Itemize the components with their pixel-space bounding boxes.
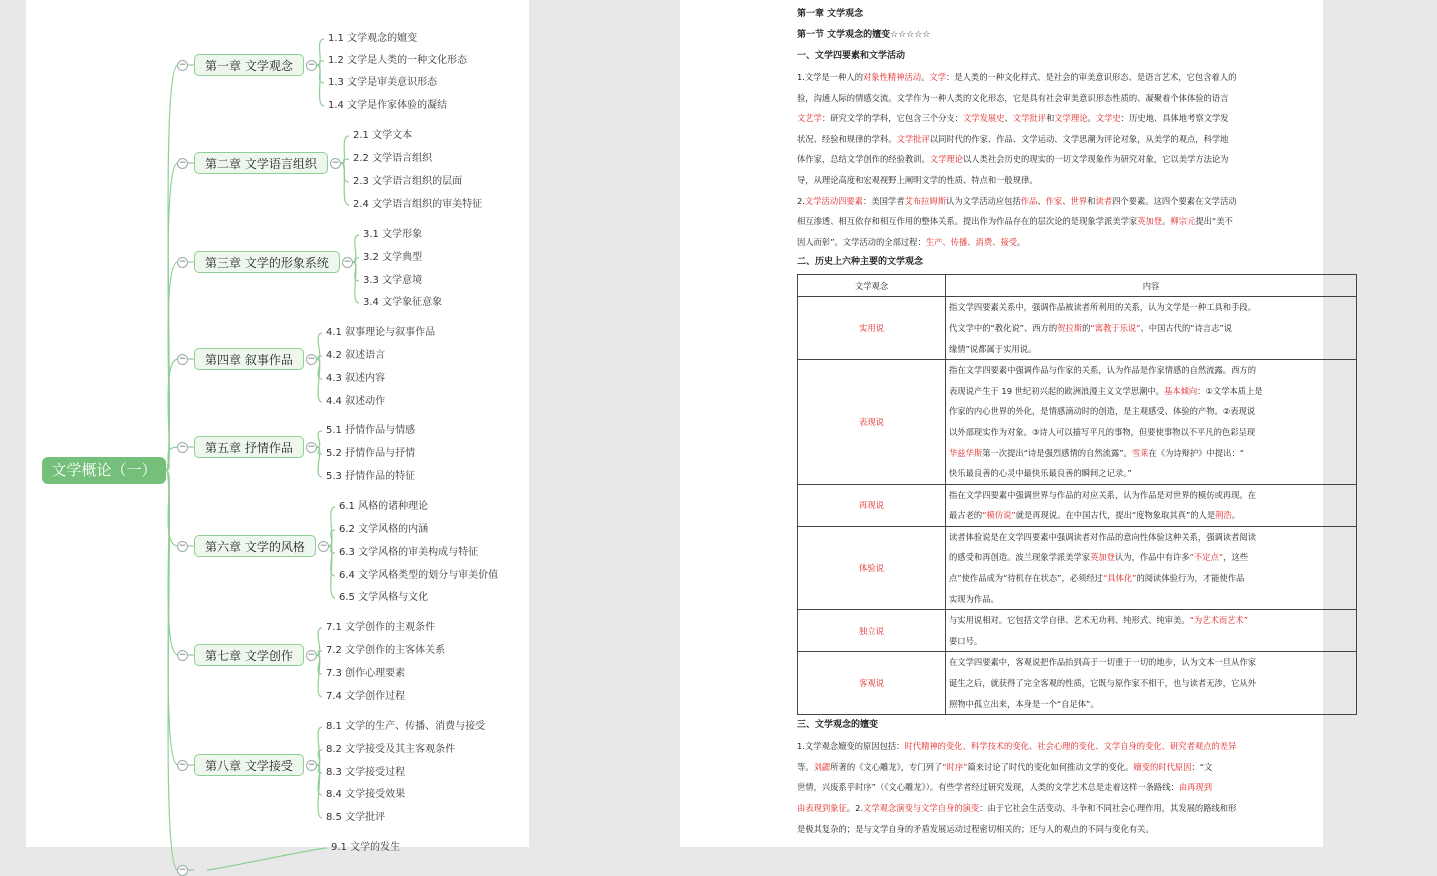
- concept-content-cell: [946, 610, 1357, 652]
- highlighted-term: “具体化”: [1102, 573, 1137, 584]
- text-run: 导，从理论高度和宏观视野上阐明文学的性质、特点和一般规律。: [797, 174, 1038, 185]
- text-run: 照物中孤立出来，本身是一个“自足体”。: [949, 698, 1099, 709]
- text-run: 指文学四要素关系中，强调作品被读者所利用的关系，认为文学是一种工具和手段。: [949, 302, 1256, 313]
- text-run: 以同时代的作家、作品、文学运动、文学思潮为评论对象，从美学的观点，科学地: [929, 133, 1229, 144]
- section-label[interactable]: 1.4 文学是作家体验的凝结: [328, 100, 448, 111]
- concept-content-cell: [946, 526, 1357, 609]
- text-line: [949, 443, 1353, 464]
- section-label[interactable]: 7.2 文学创作的主客体关系: [326, 645, 446, 656]
- section-label[interactable]: 2.3 文学语言组织的层面: [353, 176, 463, 187]
- text-run: 要口号。: [949, 635, 983, 646]
- text-run: 缘情”说都属于实用说。: [949, 343, 1037, 354]
- text-line: [949, 631, 1353, 652]
- collapse-toggle-icon[interactable]: −: [178, 442, 187, 452]
- text-run: 最古老的: [949, 510, 983, 521]
- highlighted-term: 读者: [1095, 195, 1113, 206]
- text-line: [797, 67, 1437, 88]
- text-line: [949, 422, 1353, 443]
- table-header-content: 内容: [946, 275, 1357, 297]
- highlighted-term: “为艺术而艺术”: [1189, 615, 1249, 626]
- table-header-concept: 文学观念: [798, 275, 946, 297]
- text-line: [797, 88, 1437, 109]
- table-row: [798, 360, 1357, 485]
- section-label[interactable]: 2.1 文学文本: [353, 130, 413, 141]
- section-label[interactable]: 1.1 文学观念的嬗变: [328, 33, 418, 44]
- section-label[interactable]: 7.4 文学创作过程: [326, 691, 406, 702]
- chapter-node[interactable]: 第四章 叙事作品: [194, 348, 304, 370]
- text-run: ：“文: [1191, 761, 1213, 772]
- table-row: [798, 610, 1357, 652]
- highlighted-term: 嬗变的时代原因: [1133, 761, 1192, 772]
- text-line: [949, 360, 1353, 381]
- highlighted-term: “寓教于乐说”: [1090, 322, 1141, 333]
- text-run: 。: [1087, 113, 1096, 124]
- text-line: [949, 463, 1353, 484]
- highlighted-term: 文学观念演变与文学自身的演变: [863, 803, 980, 813]
- chapter-section-connector: [341, 159, 349, 163]
- text-line: [797, 232, 1437, 253]
- concept-name-cell: 表现说: [798, 360, 946, 485]
- table-row: [798, 652, 1357, 715]
- text-line: [949, 505, 1353, 526]
- section-label[interactable]: 8.2 文学接受及其主客观条件: [326, 744, 456, 755]
- collapse-toggle-icon[interactable]: −: [343, 257, 352, 267]
- text-line: [949, 297, 1353, 318]
- subheading-evolution: 三、文学观念的嬗变: [797, 720, 879, 731]
- highlighted-term: 时代精神的变化、科学技术的变化、社会心理的变化、文学自身的变化、研究者观点的差异: [904, 741, 1237, 752]
- text-line: [949, 589, 1353, 610]
- text-run: 表现说产生于 19 世纪初兴起的欧洲浪漫主义文学思潮中。: [949, 385, 1164, 396]
- text-run: 。: [1017, 236, 1026, 247]
- text-run: 是极其复杂的；是与文学自身的矛盾发展运动过程密切相关的；还与人的观点的不同与变化有关。: [797, 823, 1154, 834]
- text-run: 就是再现说。在中国古代，提出“度物象取其真”的人是: [1015, 510, 1216, 521]
- text-run: 验，沟通人际的情感交流。文学作为一种人类的文化形态，它是具有社会审美意识形态性质的、凝聚着个体体验的语言: [797, 92, 1229, 103]
- text-line: [797, 798, 1437, 819]
- text-line: [949, 339, 1353, 360]
- highlighted-term: 英加登: [1137, 216, 1163, 227]
- text-run: 和: [1087, 195, 1096, 206]
- highlighted-term: 基本倾向: [1163, 385, 1198, 396]
- chapter-heading: 第一章 文学观念: [797, 9, 864, 19]
- section-label[interactable]: 4.1 叙事理论与叙事作品: [326, 327, 436, 338]
- highlighted-term: 文学活动四要素: [804, 195, 864, 206]
- collapse-toggle-icon[interactable]: −: [307, 60, 316, 70]
- text-run: 。: [1162, 216, 1171, 227]
- chapter-section-connector: [317, 65, 324, 106]
- text-run: 相互渗透、相互依存和相互作用的整体关系。提出作为作品存在的层次论的是现象学派美学家: [797, 216, 1138, 227]
- text-run: 世情，兴废系乎时序”（《文心雕龙》）。有些学者经过研究发现，人类的文学艺术总是走着这样一条路线：: [797, 782, 1179, 793]
- text-run: 代文学中的“教化说”、西方的: [949, 322, 1058, 333]
- text-line: [797, 211, 1437, 232]
- text-run: ：是人类的一种文化样式、是社会的审美意识形态、是语言艺术，它包含着人的: [946, 72, 1237, 82]
- text-line: [797, 757, 1437, 778]
- chapter-node[interactable]: 第三章 文学的形象系统: [194, 251, 340, 273]
- text-line: [797, 777, 1437, 798]
- document-page: [680, 0, 1323, 847]
- chapter-section-connector: [341, 163, 349, 182]
- text-run: 、: [1062, 195, 1071, 206]
- chapter-section-connector: [317, 333, 322, 359]
- concept-content-cell: [946, 360, 1357, 485]
- text-run: 四个要素。这四个要素在文学活动: [1112, 195, 1237, 206]
- text-run: 因人而彰”。文学活动的全部过程：: [797, 236, 926, 247]
- highlighted-term: “不定点”: [1189, 552, 1224, 563]
- section-label[interactable]: 2.2 文学语言组织: [353, 153, 433, 164]
- highlighted-term: 文艺学: [797, 113, 822, 124]
- text-run: 2.: [797, 195, 805, 206]
- text-line: [949, 318, 1353, 339]
- text-run: 实现为作品。: [949, 593, 999, 604]
- collapse-toggle-icon[interactable]: −: [307, 354, 316, 364]
- section-label[interactable]: 6.2 文学风格的内涵: [339, 524, 429, 535]
- concept-content-cell: [946, 484, 1357, 526]
- section-label[interactable]: 8.1 文学的生产、传播、消费与接受: [326, 721, 486, 732]
- chapter-section-connector: [329, 546, 335, 598]
- highlighted-term: 作家: [1045, 195, 1063, 206]
- section-label[interactable]: 4.3 叙述内容: [326, 373, 386, 384]
- collapse-toggle-icon[interactable]: −: [178, 257, 187, 267]
- highlighted-term: 文学理论: [929, 154, 963, 165]
- text-run: 1.文学观念嬗变的原因包括：: [797, 741, 905, 752]
- text-run: 1.文学是一种人的: [797, 72, 863, 82]
- text-run: 以人类社会历史的现实的一切文学现象作为研究对象，它以美学方法论为: [962, 154, 1229, 165]
- text-run: 指在文学四要素中强调作品与作家的关系，认为作品是作家情感的自然流露。西方的: [949, 365, 1256, 376]
- text-line: [797, 736, 1437, 757]
- text-line: [797, 819, 1437, 840]
- section-label[interactable]: 5.3 抒情作品的特征: [326, 471, 416, 482]
- table-row: [798, 297, 1357, 360]
- section-label[interactable]: 6.3 文学风格的审美构成与特征: [339, 547, 479, 558]
- highlighted-term: 文学理论: [1054, 113, 1088, 124]
- section-heading: 第一节 文学观念的嬗变☆☆☆☆☆: [797, 30, 931, 40]
- highlighted-term: 贺拉斯: [1057, 322, 1083, 333]
- mindmap-connectors: [26, 0, 529, 847]
- text-run: 篇来讨论了时代的变化如何推动文学的变化。: [967, 761, 1134, 772]
- subheading-elements: 一、文学四要素和文学活动: [797, 51, 906, 61]
- concept-name-cell: 再现说: [798, 484, 946, 526]
- highlighted-term: 由表现到象征: [797, 803, 847, 813]
- collapse-toggle-icon[interactable]: −: [178, 60, 187, 70]
- highlighted-term: 文学: [929, 72, 947, 82]
- highlighted-term: 艾布拉姆斯: [904, 195, 947, 206]
- highlighted-term: 华兹华斯: [949, 447, 983, 458]
- table-row: [798, 484, 1357, 526]
- section-label[interactable]: 3.4 文学象征意象: [363, 297, 443, 308]
- highlighted-term: 文学史: [1095, 113, 1121, 124]
- text-line: [797, 170, 1437, 191]
- chapter-section-connector: [317, 431, 322, 447]
- text-run: 读者体验说是在文学四要素中强调读者对作品的意向性体验这种关系，强调读者阅读: [949, 531, 1256, 542]
- text-run: 在文学四要素中，客观说把作品抬到高于一切重于一切的地步，认为文本一旦从作家: [949, 657, 1256, 668]
- highlighted-term: 刘勰: [813, 761, 831, 772]
- collapse-toggle-icon[interactable]: −: [178, 354, 187, 364]
- chapter-node[interactable]: 第七章 文学创作: [194, 644, 304, 666]
- highlighted-term: 作品: [1020, 195, 1038, 206]
- paragraph-four-elements: [797, 191, 1437, 253]
- text-line: [949, 568, 1353, 589]
- chapter-section-connector: [353, 262, 359, 303]
- text-line: [797, 149, 1437, 170]
- text-run: 、中国古代的“诗言志”说: [1140, 322, 1233, 333]
- text-line: [949, 610, 1353, 631]
- chapter-node[interactable]: 第二章 文学语言组织: [194, 152, 328, 174]
- text-run: 。2.: [846, 803, 864, 813]
- text-run: 快乐最良善的心灵中最快乐最良善的瞬间之记录。”: [949, 468, 1132, 479]
- subheading-six-concepts: 二、历史上六种主要的文学观念: [797, 257, 924, 268]
- text-line: [949, 527, 1353, 548]
- collapse-toggle-icon[interactable]: −: [307, 442, 316, 452]
- collapse-toggle-icon[interactable]: −: [307, 650, 316, 660]
- text-run: 在《为诗辩护》中提出：“: [1148, 447, 1245, 458]
- section-label[interactable]: 1.3 文学是审美意识形态: [328, 77, 438, 88]
- text-line: [949, 694, 1353, 715]
- chapter-section-connector: [317, 359, 322, 402]
- paragraph-evolution: [797, 736, 1437, 839]
- highlighted-term: 对象性精神活动: [863, 72, 922, 82]
- text-run: 和: [1045, 113, 1055, 124]
- text-run: ：美国学者: [863, 195, 905, 206]
- mindmap-page: [26, 0, 529, 875]
- chapter-node[interactable]: 第六章 文学的风格: [194, 535, 316, 557]
- text-run: 所著的《文心雕龙》，专门列了: [830, 761, 943, 772]
- concept-name-cell: 体验说: [798, 526, 946, 609]
- collapse-toggle-icon[interactable]: −: [178, 865, 187, 875]
- concept-name-cell: 实用说: [798, 297, 946, 360]
- chapter-section-connector: [207, 848, 327, 870]
- text-run: ，这些: [1223, 552, 1249, 563]
- text-run: 、: [1037, 195, 1046, 206]
- text-run: 与实用说相对。它包括文学自律、艺术无功利、纯形式、纯审美。: [949, 615, 1190, 626]
- text-run: 。: [1231, 510, 1241, 521]
- concept-content-cell: [946, 652, 1357, 715]
- collapse-toggle-icon[interactable]: −: [178, 158, 187, 168]
- text-run: 指在文学四要素中强调世界与作品的对应关系，认为作品是对世界的模仿或再现。在: [949, 489, 1256, 500]
- text-run: ：历史地、具体地考察文学发: [1120, 113, 1229, 124]
- highlighted-term: 荆浩: [1215, 510, 1232, 521]
- section-label[interactable]: 1.2 文学是人类的一种文化形态: [328, 55, 468, 66]
- text-run: 诞生之后，就获得了完全客观的性质，它既与原作家不相干，也与读者无涉，它从外: [949, 678, 1256, 689]
- section-label[interactable]: 2.4 文学语言组织的审美特征: [353, 199, 483, 210]
- section-label[interactable]: 8.4 文学接受效果: [326, 789, 406, 800]
- chapter-section-connector: [317, 655, 322, 697]
- text-run: 第一次提出“诗是强烈感情的自然流露”。: [982, 447, 1132, 458]
- text-run: 提出“美不: [1195, 216, 1233, 227]
- text-run: ：①文学本质上是: [1197, 385, 1263, 396]
- highlighted-term: 文学批评: [896, 133, 930, 144]
- collapse-toggle-icon[interactable]: −: [331, 158, 340, 168]
- text-line: [949, 547, 1353, 568]
- section-label[interactable]: 3.1 文学形象: [363, 229, 423, 240]
- chapter-node[interactable]: 第一章 文学观念: [194, 54, 304, 76]
- text-line: [949, 673, 1353, 694]
- text-run: 。: [921, 72, 930, 82]
- text-run: 的阅读体验行为，才能使作品: [1136, 573, 1245, 584]
- section-label[interactable]: 9.1 文学的发生: [331, 842, 401, 853]
- text-run: 、: [1004, 113, 1013, 124]
- highlighted-term: 生产、传播、消费、接受: [925, 236, 1018, 247]
- section-label[interactable]: 6.1 风格的诸种理论: [339, 501, 429, 512]
- mindmap-root-node[interactable]: 文学概论（一）: [42, 457, 166, 484]
- section-label[interactable]: 5.1 抒情作品与情感: [326, 425, 416, 436]
- text-run: ：研究文学的学科，它包含三个分支：: [821, 113, 963, 124]
- highlighted-term: “时序”: [942, 761, 968, 772]
- text-run: 认为，作品中有许多: [1114, 552, 1190, 563]
- text-run: 以外部现实作为对象。③诗人可以描写平凡的事物，但要使事物以不平凡的色彩呈现: [949, 426, 1256, 437]
- highlighted-term: 由再现到: [1178, 782, 1213, 793]
- text-run: 的感受和再创造。波兰现象学派美学家: [949, 552, 1091, 563]
- text-line: [797, 129, 1437, 150]
- text-line: [949, 381, 1353, 402]
- highlighted-term: 英加登: [1090, 552, 1115, 563]
- chapter-section-connector: [317, 61, 324, 65]
- paragraph-definition: [797, 67, 1437, 191]
- section-label[interactable]: 7.1 文学创作的主观条件: [326, 622, 436, 633]
- collapse-toggle-icon[interactable]: −: [307, 760, 316, 770]
- text-run: 作家的内心世界的外化，是情感滴动时的创造，是主观感受、体验的产物。②表现说: [949, 406, 1256, 417]
- section-label[interactable]: 5.2 抒情作品与抒情: [326, 448, 416, 459]
- section-label[interactable]: 8.3 文学接受过程: [326, 767, 406, 778]
- concept-name-cell: 独立说: [798, 610, 946, 652]
- concept-content-cell: [946, 297, 1357, 360]
- section-label[interactable]: 8.5 文学批评: [326, 812, 386, 823]
- chapter-section-connector: [317, 651, 322, 655]
- collapse-toggle-icon[interactable]: −: [319, 541, 328, 551]
- text-run: 点”使作品成为“待机存在状态”，必须经过: [949, 573, 1103, 584]
- section-label[interactable]: 3.2 文学典型: [363, 252, 423, 263]
- text-line: [949, 485, 1353, 506]
- text-run: 等。: [797, 761, 814, 772]
- section-label[interactable]: 6.4 文学风格类型的划分与审美价值: [339, 570, 499, 581]
- text-line: [949, 401, 1353, 422]
- text-line: [797, 108, 1437, 129]
- highlighted-term: 柳宗元: [1170, 216, 1196, 227]
- text-run: 认为文学活动应包括: [946, 195, 1021, 206]
- concept-name-cell: 客观说: [798, 652, 946, 715]
- chapter-section-connector: [341, 163, 349, 205]
- text-run: 体作家，总结文学创作的经验教训。: [797, 154, 930, 165]
- collapse-toggle-icon[interactable]: −: [178, 760, 187, 770]
- section-label[interactable]: 3.3 文学意境: [363, 275, 423, 286]
- text-line: [797, 191, 1437, 212]
- section-label[interactable]: 6.5 文学风格与文化: [339, 592, 429, 603]
- highlighted-term: “模仿说”: [982, 510, 1016, 521]
- collapse-toggle-icon[interactable]: −: [178, 650, 187, 660]
- section-label[interactable]: 4.2 叙述语言: [326, 350, 386, 361]
- root-chapter-connector: [166, 470, 178, 870]
- concepts-table: [797, 274, 1357, 715]
- chapter-node[interactable]: 第八章 文学接受: [194, 754, 304, 776]
- highlighted-term: 文学发展史: [962, 113, 1005, 124]
- highlighted-term: 世界: [1070, 195, 1088, 206]
- text-run: 的: [1082, 322, 1091, 333]
- highlighted-term: 雪莱: [1131, 447, 1149, 458]
- table-row: [798, 526, 1357, 609]
- text-line: [949, 652, 1353, 673]
- text-run: 状况、经验和规律的学科。: [797, 133, 897, 144]
- section-label[interactable]: 7.3 创作心理要素: [326, 668, 406, 679]
- section-label[interactable]: 4.4 叙述动作: [326, 396, 386, 407]
- highlighted-term: 文学批评: [1012, 113, 1046, 124]
- text-run: ：由于它社会生活变动、斗争和不同社会心理作用，其发展的路线和形: [979, 803, 1237, 813]
- chapter-node[interactable]: 第五章 抒情作品: [194, 436, 304, 458]
- collapse-toggle-icon[interactable]: −: [178, 541, 187, 551]
